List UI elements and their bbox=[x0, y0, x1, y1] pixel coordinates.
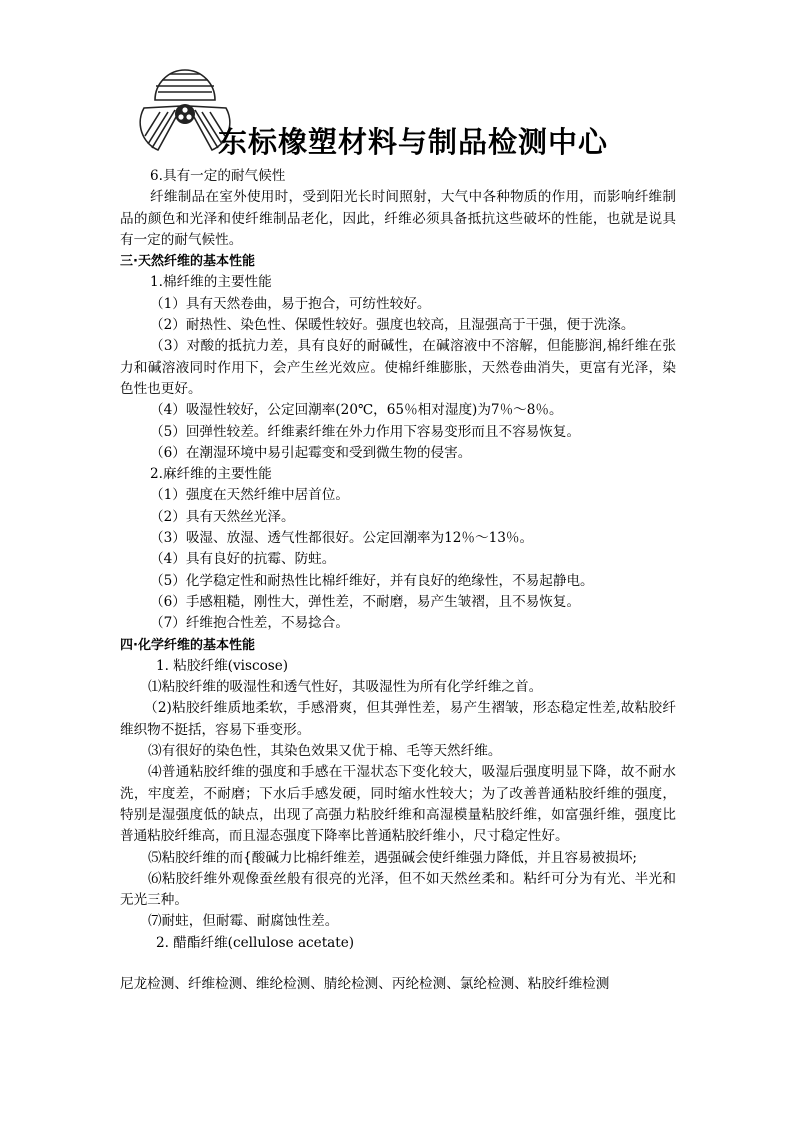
hemp-item: （2）具有天然丝光泽。 bbox=[150, 508, 295, 525]
footer-keywords: 尼龙检测、纤维检测、维纶检测、腈纶检测、丙纶检测、氯纶检测、粘胶纤维检测 bbox=[120, 975, 610, 992]
viscose-item: ⑶有很好的染色性，其染色效果又优于棉、毛等天然纤维。 bbox=[148, 743, 502, 760]
cotton-item: （1）具有天然卷曲，易于抱合，可纺性较好。 bbox=[150, 295, 431, 312]
cotton-title: 1.棉纤维的主要性能 bbox=[150, 274, 272, 291]
hemp-item: （1）强度在天然纤维中居首位。 bbox=[150, 487, 349, 504]
cotton-item: （4）吸湿性较好，公定回潮率(20℃，65％相对湿度)为7％～8％。 bbox=[150, 402, 563, 419]
document-body bbox=[120, 166, 676, 995]
hemp-item: （6）手感粗糙，刚性大，弹性差，不耐磨，易产生皱褶，且不易恢复。 bbox=[150, 593, 581, 610]
brand-title: 东标橡塑材料与制品检测中心 bbox=[218, 125, 609, 159]
cotton-item: （2）耐热性、染色性、保暖性较好。强度也较高，且湿强高于干强，便于洗涤。 bbox=[150, 317, 635, 334]
section-3-heading: 三·天然纤维的基本性能 bbox=[120, 254, 255, 270]
cotton-item: （5）回弹性较差。纤维素纤维在外力作用下容易变形而且不容易恢复。 bbox=[150, 423, 581, 440]
hemp-item: （3）吸湿、放湿、透气性都很好。公定回潮率为12％～13％。 bbox=[150, 530, 534, 547]
section-weather-title: 6.具有一定的耐气候性 bbox=[150, 168, 286, 184]
hemp-item: （5）化学稳定性和耐热性比棉纤维好，并有良好的绝缘性，不易起静电。 bbox=[150, 572, 594, 589]
viscose-item: ⑹粘胶纤维外观像蚕丝般有很亮的光泽，但不如天然丝柔和。粘纤可分为有光、半光和无光三种。 bbox=[120, 870, 676, 909]
viscose-item: ⑴粘胶纤维的吸湿性和透气性好，其吸湿性为所有化学纤维之首。 bbox=[148, 679, 543, 696]
viscose-item: （2)粘胶纤维质地柔软，手感滑爽，但其弹性差，易产生褶皱，形态稳定性差,故粘胶纤维织物不挺括，容易下垂变形。 bbox=[120, 700, 676, 738]
section-4-heading: 四·化学纤维的基本性能 bbox=[120, 637, 255, 653]
hemp-title: 2.麻纤维的主要性能 bbox=[150, 466, 272, 483]
viscose-item: ⑷普通粘胶纤维的强度和手感在干湿状态下变化较大，吸湿后强度明显下降，故不耐水洗，牢度差，不耐磨；下水后手感发硬，同时缩水性较大；为了改善普通粘胶纤维的强度，特别是湿强度低的缺点，出现了高强力粘胶纤维和高湿模量粘胶纤维，如富强纤维，强度比普通粘胶纤维高，而且湿态强度下降率比普通粘胶纤维小，尺寸稳定性好。 bbox=[120, 764, 676, 845]
hemp-item: （4）具有良好的抗霉、防蛀。 bbox=[150, 551, 336, 568]
cotton-item: （3）对酸的抵抗力差，具有良好的耐碱性，在碱溶液中不溶解，但能膨润,棉纤维在张力和碱溶液同时作用下，会产生丝光效应。使棉纤维膨胀，天然卷曲消失，更富有光泽，染色性也更好。 bbox=[120, 338, 676, 397]
viscose-title: 1. 粘胶纤维(viscose) bbox=[156, 657, 289, 674]
section-weather-paragraph: 纤维制品在室外使用时，受到阳光长时间照射，大气中各种物质的作用，而影响纤维制品的颜色和光泽和使纤维制品老化，因此，纤维必须具备抵抗这些破坏的性能，也就是说具有一定的耐气候性。 bbox=[120, 189, 676, 248]
cotton-item: （6）在潮湿环境中易引起霉变和受到微生物的侵害。 bbox=[150, 444, 472, 461]
hemp-item: （7）纤维抱合性差，不易捻合。 bbox=[150, 615, 349, 632]
acetate-title: 2. 醋酯纤维(cellulose acetate) bbox=[156, 934, 355, 951]
viscose-item: ⑺耐蛀，但耐霉、耐腐蚀性差。 bbox=[148, 913, 339, 930]
viscose-item: ⑸粘胶纤维的而{酸碱力比棉纤维差，遇强碱会使纤维强力降低，并且容易被损坏; bbox=[148, 849, 638, 866]
